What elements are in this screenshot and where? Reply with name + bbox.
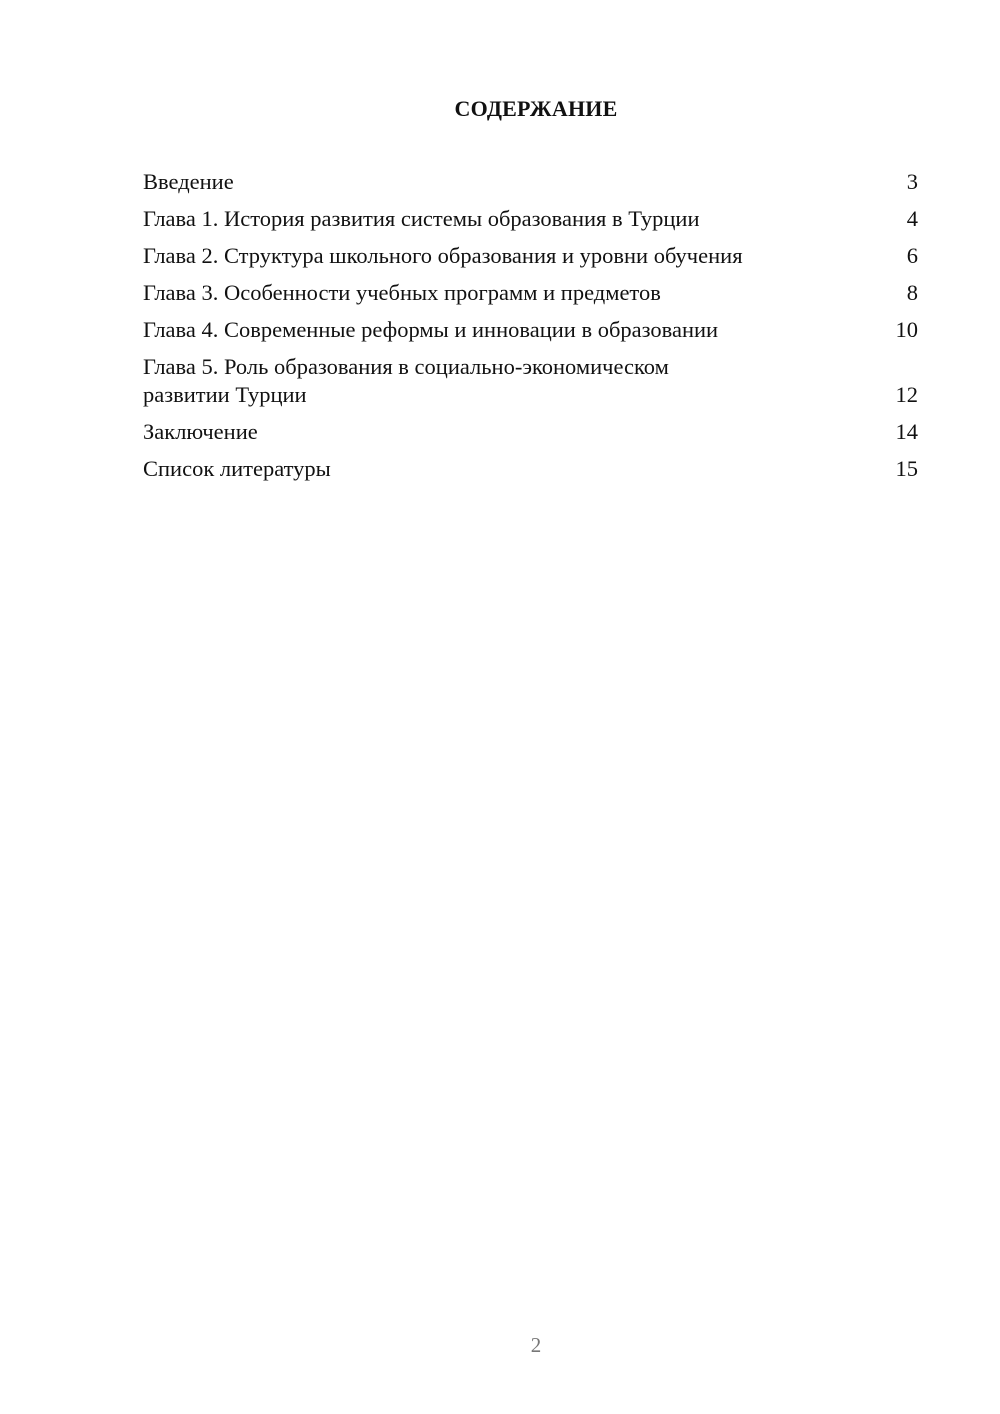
toc-item-page: 6 — [906, 243, 918, 268]
page-number: 2 — [530, 1333, 542, 1357]
toc-item-label: Глава 4. Современные реформы и инновации в образовании — [143, 317, 719, 342]
toc-item-chapter-5 — [143, 353, 918, 409]
toc-item-chapter-3 — [143, 279, 918, 307]
toc-item-conclusion — [143, 418, 918, 446]
toc-item-introduction — [143, 168, 918, 196]
toc-item-label: Глава 1. История развития системы образования в Турции — [143, 206, 700, 231]
toc-item-page: 15 — [895, 456, 918, 481]
toc-item-page: 14 — [895, 419, 918, 444]
table-of-contents — [143, 168, 918, 492]
toc-item-references — [143, 455, 918, 483]
toc-item-label: Заключение — [143, 419, 258, 444]
toc-item-chapter-2 — [143, 242, 918, 270]
toc-item-label: Глава 5. Роль образования в социально-экономическом развитии Турции — [143, 354, 669, 407]
toc-item-page: 10 — [895, 317, 918, 342]
toc-item-chapter-4 — [143, 316, 918, 344]
toc-item-label: Список литературы — [143, 456, 331, 481]
toc-item-label: Введение — [143, 169, 234, 194]
toc-item-page: 4 — [906, 206, 918, 231]
toc-item-page: 3 — [906, 169, 918, 194]
toc-item-chapter-1 — [143, 205, 918, 233]
toc-item-page: 12 — [895, 382, 918, 407]
toc-item-label: Глава 2. Структура школьного образования и уровни обучения — [143, 243, 743, 268]
toc-item-label: Глава 3. Особенности учебных программ и предметов — [143, 280, 661, 305]
toc-item-page: 8 — [906, 280, 918, 305]
toc-title: СОДЕРЖАНИЕ — [454, 96, 618, 121]
